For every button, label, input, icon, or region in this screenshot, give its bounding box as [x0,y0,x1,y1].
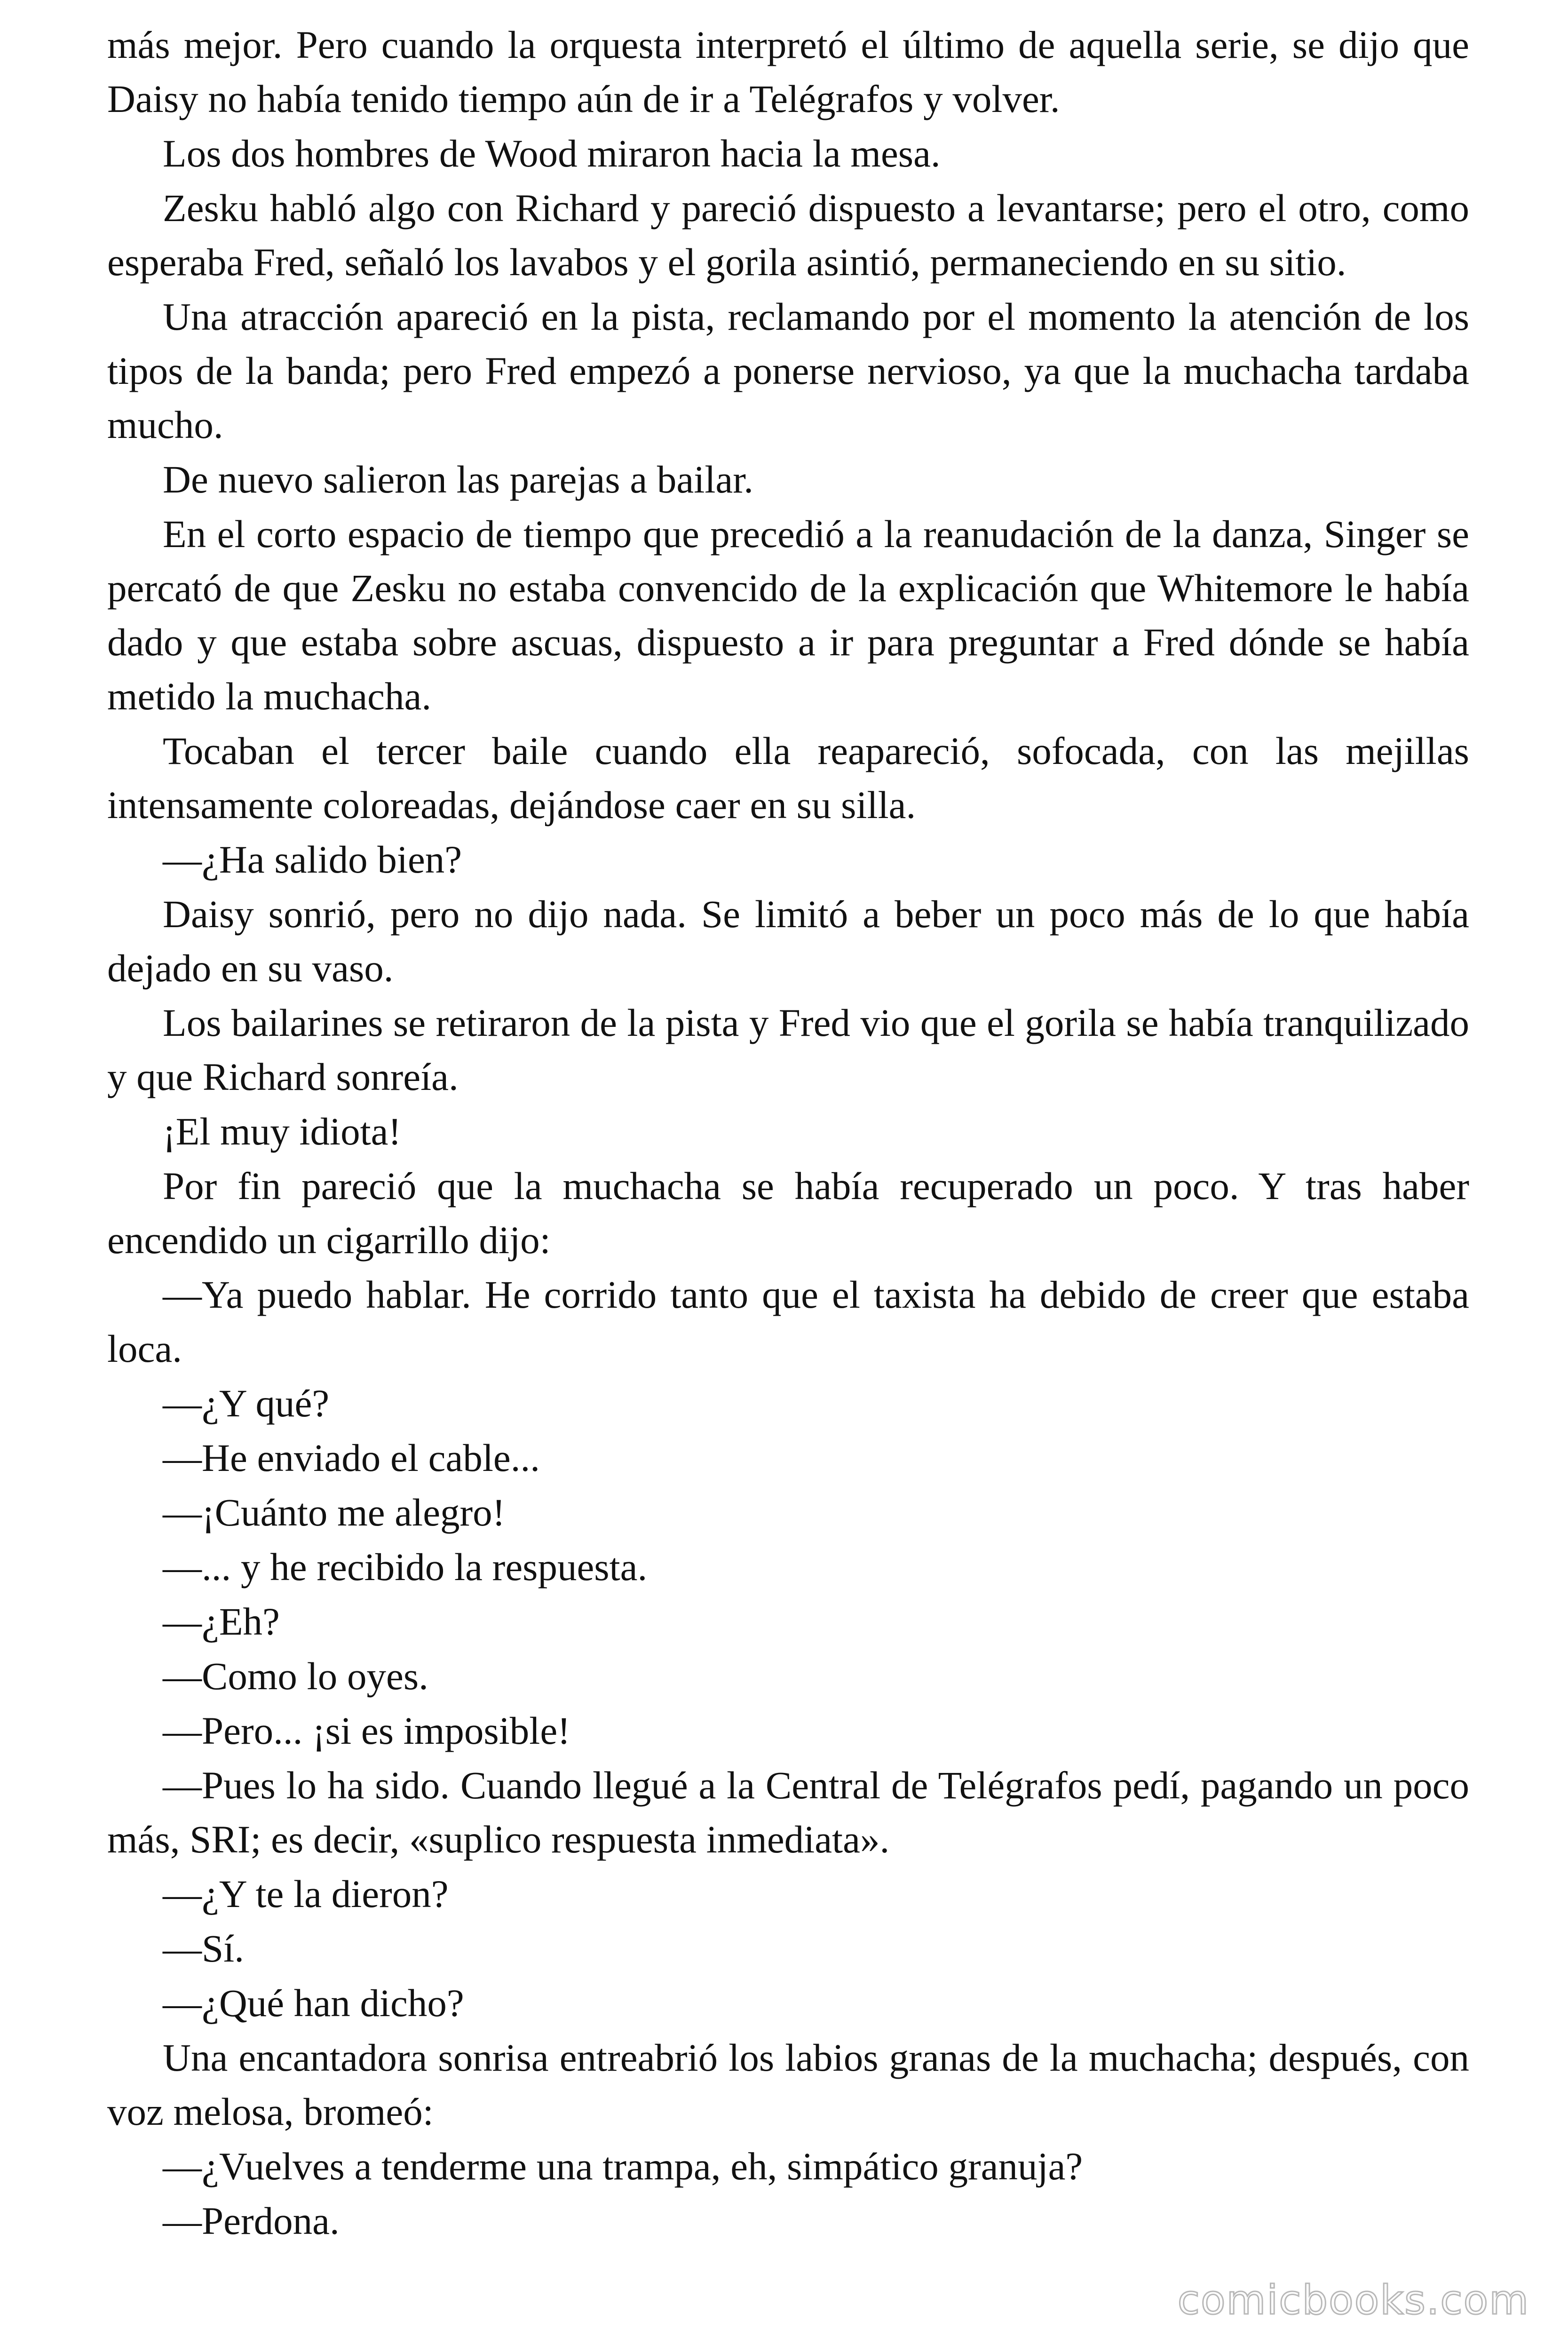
paragraph: —¡Cuánto me alegro! [163,1491,506,1534]
paragraph: —Sí. [163,1927,244,1970]
paragraph: Zesku habló algo con Richard y pareció dispuesto a levantarse; pero el otro, como esperaba Fred, señaló los lavabos y el gorila asintió, permaneciendo en su sitio. [107,186,1469,284]
paragraph: —¿Vuelves a tenderme una trampa, eh, simpático granuja? [163,2145,1083,2188]
paragraph: —... y he recibido la respuesta. [163,1545,648,1589]
paragraph: —¿Qué han dicho? [163,1981,464,2025]
page-text [107,18,1469,2249]
watermark: comicbooks.com [1177,2277,1529,2324]
paragraph: Una atracción apareció en la pista, reclamando por el momento la atención de los tipos de la banda; pero Fred empezó a ponerse nervioso, ya que la muchacha tardaba mucho. [107,295,1469,446]
paragraph: —¿Y te la dieron? [163,1872,449,1915]
paragraph: —¿Eh? [163,1600,280,1643]
paragraph: Los dos hombres de Wood miraron hacia la mesa. [163,132,941,175]
paragraph: ¡El muy idiota! [163,1110,402,1153]
paragraph: De nuevo salieron las parejas a bailar. [163,458,754,501]
paragraph: —Pues lo ha sido. Cuando llegué a la Central de Telégrafos pedí, pagando un poco más, SRI; es decir, «suplico respuesta inmediata». [107,1764,1469,1861]
paragraph: Los bailarines se retiraron de la pista y Fred vio que el gorila se había tranquilizado y que Richard sonreía. [107,1001,1469,1098]
paragraph: más mejor. Pero cuando la orquesta interpretó el último de aquella serie, se dijo que Daisy no había tenido tiempo aún de ir a Telégrafos y volver. [107,23,1469,120]
paragraph: —¿Y qué? [163,1382,330,1425]
paragraph: —¿Ha salido bien? [163,838,462,881]
paragraph: En el corto espacio de tiempo que precedió a la reanudación de la danza, Singer se percató de que Zesku no estaba convencido de la explicación que Whitemore le había dado y que estaba sobre ascuas, dispuesto a ir para preguntar a Fred dónde se había metido la muchacha. [107,512,1469,718]
paragraph: —Como lo oyes. [163,1654,428,1698]
paragraph: —He enviado el cable... [163,1436,540,1479]
paragraph: —Pero... ¡si es imposible! [163,1709,570,1752]
paragraph: —Ya puedo hablar. He corrido tanto que el taxista ha debido de creer que estaba loca. [107,1273,1469,1370]
paragraph: —Perdona. [163,2199,340,2242]
paragraph: Una encantadora sonrisa entreabrió los labios granas de la muchacha; después, con voz melosa, bromeó: [107,2036,1469,2133]
paragraph: Tocaban el tercer baile cuando ella reapareció, sofocada, con las mejillas intensamente coloreadas, dejándose caer en su silla. [107,729,1469,826]
paragraph: Daisy sonrió, pero no dijo nada. Se limitó a beber un poco más de lo que había dejado en su vaso. [107,892,1469,990]
paragraph: Por fin pareció que la muchacha se había recuperado un poco. Y tras haber encendido un cigarrillo dijo: [107,1164,1469,1262]
